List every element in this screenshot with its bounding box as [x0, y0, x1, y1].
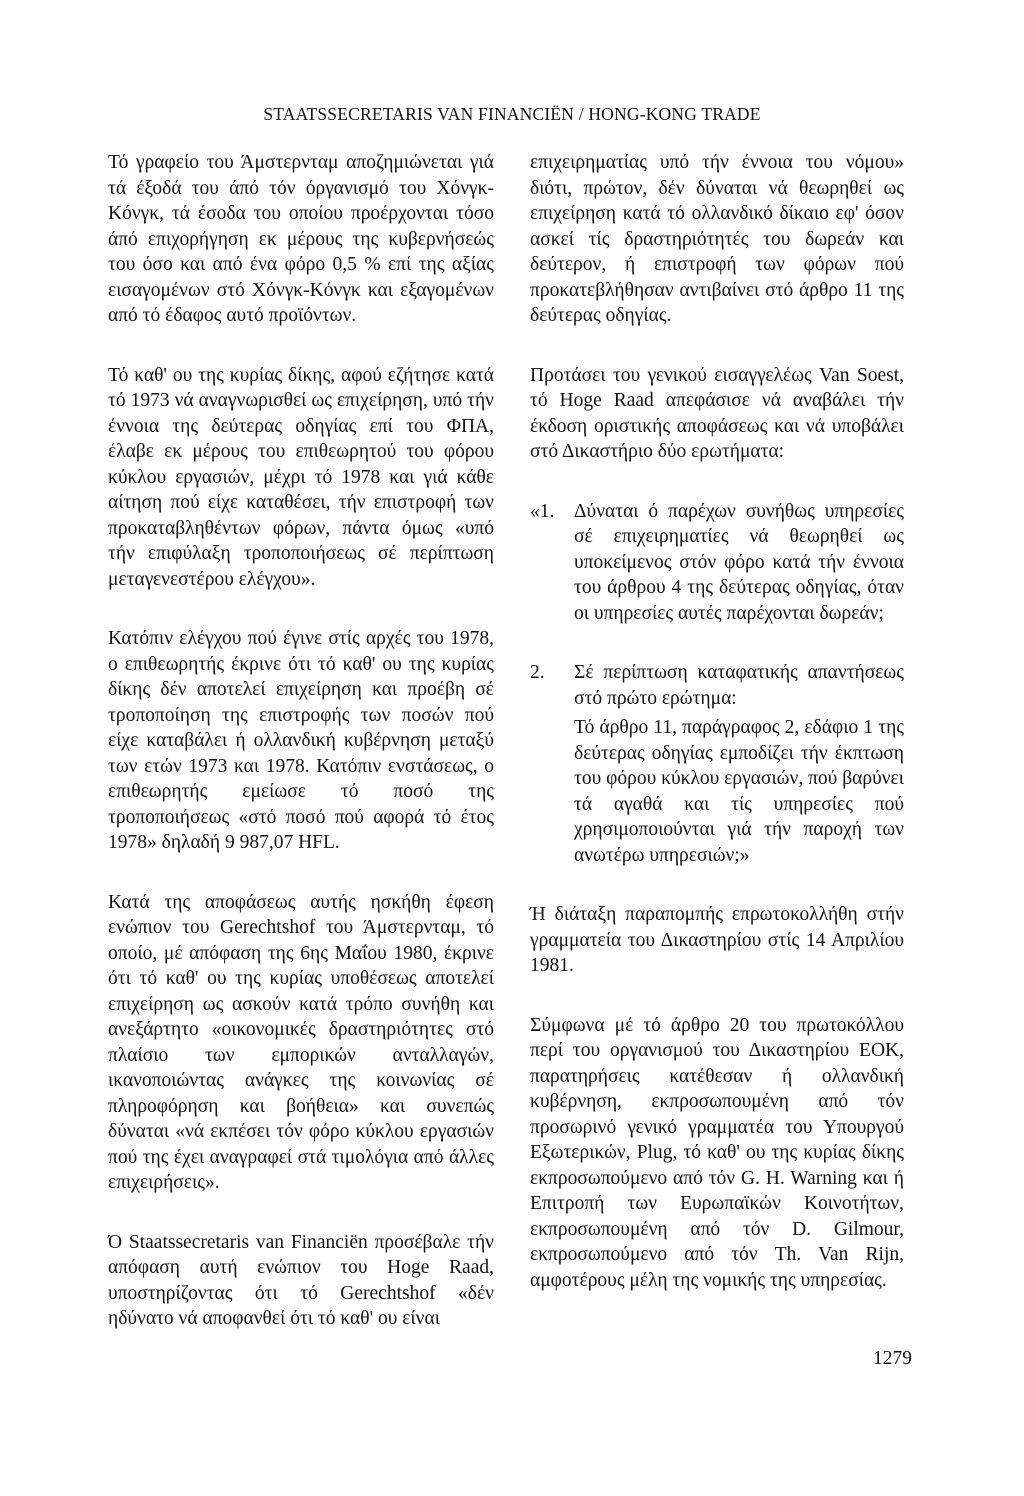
question-number: 2. [530, 662, 545, 683]
paragraph: Τό άρθρο 11, παράγραφος 2, εδάφιο 1 της δεύτερας οδηγίας εμποδίζει τήν έκπτωση του φόρου κύκλου εργασιών, πού βαρύνει τά αγαθά και τίς υπηρεσίες πού χρησιμοποιούνται γιά τήν παροχή των ανωτέρω υπηρεσιών;» [574, 717, 904, 866]
paragraph: Κατά της αποφάσεως αυτής ησκήθη έφεση ενώπιον του Gerechtshof του Άμστερνταμ, τό οποίο, μέ απόφαση της 6ης Μαΐου 1980, έκρινε ότι τό καθ' ου της κυρίας υποθέσεως αποτελεί επιχείρηση ως ασκούν κατά τρόπο συνήθη και ανεξάρτητο «οικονομικές δραστηριότητες στό πλαίσιο των εμπορικών ανταλλαγών, ικανοποιώντας ανάγκες της κοινωνίας σέ πληροφόρηση και βοήθεια» και συνεπώς δύναται «νά εκπέσει τόν φόρο κύκλου εργασιών πού της έχει αναγραφεί στά τιμολόγια από άλλες επιχειρήσεις». [108, 891, 494, 1193]
question-number: «1. [530, 500, 555, 522]
paragraph: Προτάσει του γενικού εισαγγελέως Van Soest, τό Hoge Raad απεφάσισε νά αναβάλει τήν έκδοση οριστικής αποφάσεως και νά υποβάλει στό Δικαστήριο δύο ερωτήματα: [530, 364, 904, 462]
paragraph: Σύμφωνα μέ τό άρθρο 20 του πρωτοκόλλου περί του οργανισμού του Δικαστηρίου ΕΟΚ, παρατηρήσεις κατέθεσαν ή ολλανδική κυβέρνηση, εκπροσωπουμένη από τόν προσωρινό γενικό γραμματέα του Υπουργού Εξωτερικών, Plug, τό καθ' ου της κυρίας δίκης εκπροσωπούμενο από τόν G. H. Warning και ή Επιτροπή των Ευρωπαϊκών Κοινοτήτων, εκπροσωπουμένη από τόν D. Gilmour, εκπροσωπούμενο από τόν Th. Van Rijn, αμφοτέρους μέλη της νομικής της υπηρεσίας. [530, 1014, 904, 1291]
paragraph: Ή διάταξη παραπομπής επρωτοκολλήθη στήν γραμματεία του Δικαστηρίου στίς 14 Απριλίου 1981. [530, 904, 904, 976]
paragraph: Κατόπιν ελέγχου πού έγινε στίς αρχές του 1978, ο επιθεωρητής έκρινε ότι τό καθ' ου της κυρίας δίκης δέν αποτελεί επιχείρηση και προέβη σέ τροποποίηση της επιστροφής των ποσών πού είχε καταβάλει ή ολλανδική κυβέρνηση μεταξύ των ετών 1973 και 1978. Κατόπιν ενστάσεως, ο επιθεωρητής εμείωσε τό ποσό της τροποποιήσεως «στό ποσό πού αφορά τό έτος 1978» δηλαδή 9 987,07 HFL. [108, 628, 494, 853]
running-header: STAATSSECRETARIS VAN FINANCIËN / HONG-KONG TRADE [263, 104, 761, 124]
right-column [530, 150, 904, 1327]
paragraph: Τό καθ' ου της κυρίας δίκης, αφού εζήτησε κατά τό 1973 νά αναγνωρισθεί ως επιχείρηση, υπό τήν έννοια της δεύτερας οδηγίας επί του ΦΠΑ, έλαβε εκ μέρους του επιθεωρητού του φόρου κύκλου εργασιών, μέχρι τό 1978 και γιά κάθε αίτηση πού είχε καταθέσει, τήν επιστροφή των προκαταβληθέντων φόρων, πάντα όμως «υπό τήν επιφύλαξη τροποποιήσεως σέ περίπτωση μεταγενεστέρου ελέγχου». [108, 364, 494, 590]
paragraph: Σέ περίπτωση καταφατικής απαντήσεως στό πρώτο ερώτημα: [574, 662, 904, 709]
paragraph: επιχειρηματίας υπό τήν έννοια του νόμου» διότι, πρώτον, δέν δύναται νά θεωρηθεί ως επιχείρηση κατά τό ολλανδικό δίκαιο εφ' όσον ασκεί τίς δραστηριότητές του δωρεάν και δεύτερον, ή επιστροφή των φόρων πού προκατεβλήθησαν αντιβαίνει στό άρθρο 11 της δεύτερας οδηγίας. [530, 152, 904, 326]
paragraph: Δύναται ό παρέχων συνήθως υπηρεσίες σέ επιχειρηματίες νά θεωρηθεί ως υποκείμενος στόν φόρο κατά τήν έννοια του άρθρου 4 της δεύτερας οδηγίας, όταν οι υπηρεσίες αυτές παρέχονται δωρεάν; [574, 500, 904, 624]
question-item [530, 499, 904, 631]
paragraph: Τό γραφείο του Άμστερνταμ αποζημιώνεται γιά τά έξοδά του άπό τόν όργανισμό του Χόνγκ-Κόνγκ, τά έσοδα του οποίου προέρχονται τόσο άπό επιχορήγηση εκ μέρους της κυβερνήσεώς του όσο και από ένα φόρο 0,5 % επί της αξίας εισαγομένων στό Χόνγκ-Κόνγκ και εξαγομένων από τό έδαφος αυτό προϊόντων. [108, 152, 494, 326]
page-number: 1279 [873, 1348, 912, 1369]
question-text [574, 499, 904, 631]
question-text [574, 660, 904, 872]
left-column [108, 150, 494, 1366]
question-item [530, 660, 904, 872]
paragraph: Ό Staatssecretaris van Financiën προσέβαλε τήν απόφαση αυτή ενώπιον του Hoge Raad, υποστηρίζοντας ότι τό Gerechtshof «δέν ηδύνατο νά αποφανθεί ότι τό καθ' ου είναι [108, 1231, 494, 1329]
